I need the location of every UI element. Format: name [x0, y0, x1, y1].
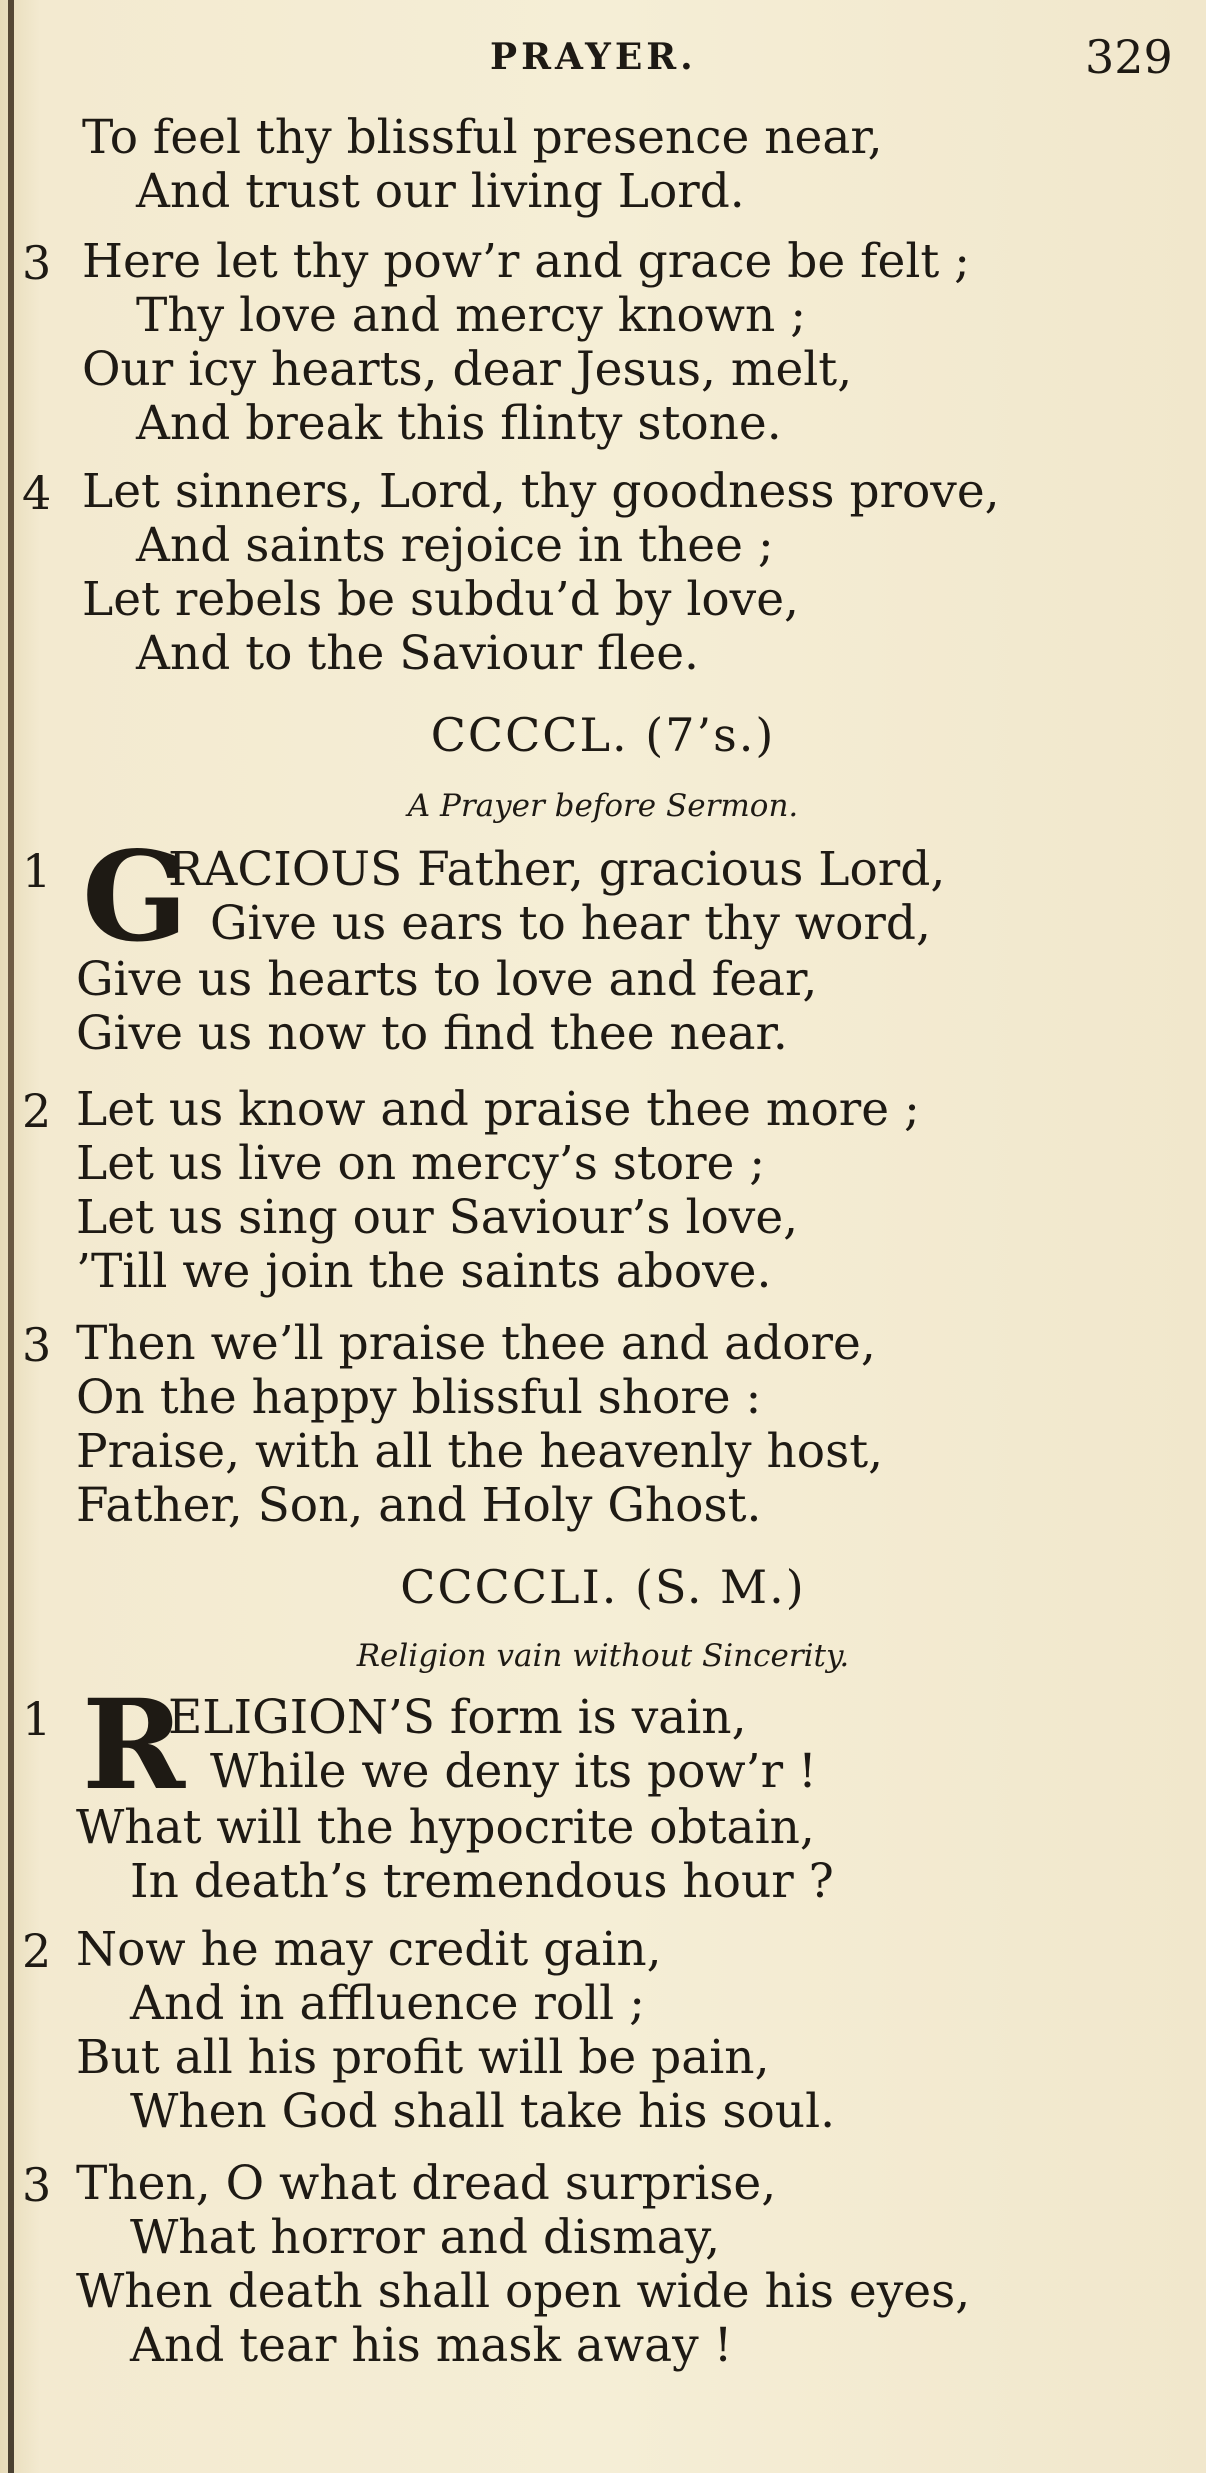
verse-line: Let us sing our Saviour’s love,	[76, 1190, 799, 1245]
hymn-heading: CCCCLI. (S. M.)	[400, 1560, 806, 1614]
verse-line: Give us now to find thee near.	[76, 1006, 788, 1061]
drop-cap: R	[82, 1673, 186, 1818]
page-gutter	[8, 0, 14, 2473]
running-head	[0, 30, 1206, 90]
hymn-heading: CCCCL. (7’s.)	[430, 708, 776, 762]
verse-line: Let sinners, Lord, thy goodness prove,	[82, 464, 1000, 519]
verse-line: But all his profit will be pain,	[76, 2030, 770, 2085]
verse-line: On the happy blissful shore :	[76, 1370, 762, 1425]
verse-line: And trust our living Lord.	[136, 164, 745, 219]
stanza-number: 2	[22, 1924, 52, 1978]
verse-line: And saints rejoice in thee ;	[136, 518, 774, 573]
verse-line: While we deny its pow’r !	[210, 1744, 817, 1799]
verse-line: What will the hypocrite obtain,	[76, 1800, 815, 1855]
hymn-subtitle: A Prayer before Sermon.	[407, 788, 799, 824]
stanza-number: 3	[22, 2158, 52, 2212]
drop-cap: G	[82, 825, 188, 970]
verse-line: ELIGION’S form is vain,	[168, 1690, 747, 1745]
verse-line: Give us hearts to love and fear,	[76, 952, 818, 1007]
stanza-number: 2	[22, 1084, 52, 1138]
stanza-number: 4	[22, 466, 52, 520]
page-number: 329	[1085, 30, 1173, 84]
verse-line: Father, Son, and Holy Ghost.	[76, 1478, 762, 1533]
verse-line: Then we’ll praise thee and adore,	[76, 1316, 876, 1371]
verse-line: And tear his mask away !	[130, 2318, 733, 2373]
verse-line: Let us know and praise thee more ;	[76, 1082, 920, 1137]
verse-line: In death’s tremendous hour ?	[130, 1854, 834, 1909]
verse-line: What horror and dismay,	[130, 2210, 721, 2265]
stanza-number: 3	[22, 1318, 52, 1372]
verse-line: And break this flinty stone.	[136, 396, 782, 451]
verse-line: When God shall take his soul.	[130, 2084, 836, 2139]
stanza-number: 1	[22, 1692, 52, 1746]
verse-line: When death shall open wide his eyes,	[76, 2264, 971, 2319]
verse-line: And to the Saviour flee.	[136, 626, 699, 681]
stanza-number: 3	[22, 236, 52, 290]
verse-line: Then, O what dread surprise,	[76, 2156, 777, 2211]
verse-line: Give us ears to hear thy word,	[210, 896, 931, 951]
verse-line: Praise, with all the heavenly host,	[76, 1424, 884, 1479]
verse-line: ’Till we join the saints above.	[76, 1244, 772, 1299]
stanza-number: 1	[22, 844, 52, 898]
verse-line: Let us live on mercy’s store ;	[76, 1136, 766, 1191]
verse-line: To feel thy blissful presence near,	[82, 110, 883, 165]
hymn-subtitle: Religion vain without Sincerity.	[356, 1638, 850, 1674]
verse-line: Now he may credit gain,	[76, 1922, 662, 1977]
verse-line: RACIOUS Father, gracious Lord,	[168, 842, 946, 897]
verse-line: Let rebels be subdu’d by love,	[82, 572, 799, 627]
verse-line: Our icy hearts, dear Jesus, melt,	[82, 342, 853, 397]
running-title: PRAYER.	[490, 36, 697, 78]
verse-line: Here let thy pow’r and grace be felt ;	[82, 234, 971, 289]
verse-line: Thy love and mercy known ;	[136, 288, 807, 343]
verse-line: And in affluence roll ;	[130, 1976, 645, 2031]
